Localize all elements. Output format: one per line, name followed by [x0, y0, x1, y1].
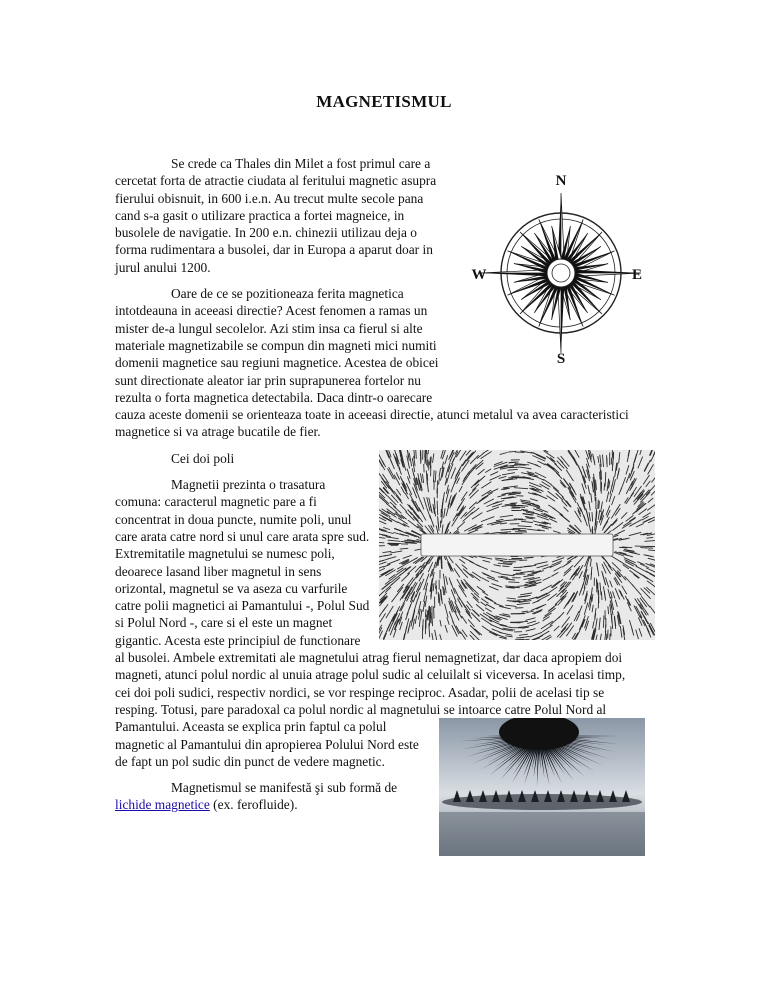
ferro-table-surface — [439, 812, 645, 856]
bar-magnet — [421, 534, 613, 556]
iron-filings-drawing — [379, 450, 655, 640]
ferrofluid-spikes-image — [439, 718, 645, 856]
compass-label-n: N — [555, 173, 567, 189]
paragraph-4-tail: (ex. ferofluide). — [209, 797, 298, 813]
paragraph-4-text: Magnetismul se manifestă şi sub formă de — [171, 780, 398, 796]
ferrofluid-drawing — [439, 718, 645, 856]
paragraph-3-part-1: Magnetii prezinta o trasatura comuna: caracterul magnetic pare a fi concentrat in doua puncte, numite poli, unul care arata catre nord si unul care arata spre sud. Extremitatile magnetului se numesc poli, deoarece lasand liber magnetul in sens orizontal, magnetul se va aseza cu varfurile catre polii magnetici ai Pamantului -, Polul Sud si Polul Nord -, care si el este un magnet gigantic. Acesta este principiul de functionare al busolei. Ambele extremitati ale magnetului atrag fierul nemagnetizat, dar daca apropiem doi magneti, atunci polul nordic al unuia atrage polul sudic al celuilalt si viceversa. In acelasi timp, cei doi poli sudici, respectiv nordici, se vor respinge reciproc. Asadar, polii de acelasi tip se resping. Totusi, pare paradoxal ca polul nordic al magnetului se intoarce — [115, 477, 626, 717]
compass-label-w: W — [471, 267, 487, 283]
compass-rose-image — [453, 155, 653, 385]
paragraph-2: Oare de ce se pozitioneaza ferita magnetica intotdeauna in aceeasi directie? Acest fenomen a ramas un mister de-a lungul secolelor. Azi stim insa ca fierul si alte materiale magnetizabile se compun din magneti mici numiti domenii magnetice sau regiuni magnetice. Acestea de obicei sunt directionate aleator iar prin suprapunerea fortelor nu rezulta o forta magnetica detectabila. Daca dintr-o oarecare cauza aceste domenii se orienteaza toate in aceeasi directie, atunci metalul va avea caracteristici magnetice si va atrage bucatile de fier. — [115, 286, 629, 440]
paragraph-3-part-2: catre Polul Nord al Pamantului. Aceasta se explica prin faptul ca polul magnetic al Pamantului din apropierea Polului Nord este de fapt un pol sudic din punct de vedere magnetic. — [115, 701, 607, 769]
compass-center-dot — [552, 264, 570, 282]
compass-label-s: S — [556, 351, 566, 367]
subheading-two-poles: Cei doi poli — [171, 450, 235, 466]
paragraph-1: Se crede ca Thales din Milet a fost primul care a cercetat forta de atractie ciudata al feritului magnetic asupra fierului obisnuit, in 600 i.e.n. Au trecut multe secole pana cand s-a gasit o utilizare practica a fortei magneice, in busolele de navigatie. In 200 e.n. chinezii utilizau deja o forma rudimentara a busolei, dar in Europa a aparut doar in jurul anului 1200. — [115, 156, 437, 275]
page-title: MAGNETISMUL — [316, 92, 452, 111]
compass-label-e: E — [631, 267, 643, 283]
magnetic-liquids-link[interactable]: lichide magnetice — [115, 797, 210, 813]
compass-rose-drawing — [453, 155, 653, 385]
document-body — [115, 155, 643, 860]
iron-filings-magnet-image — [379, 450, 655, 640]
